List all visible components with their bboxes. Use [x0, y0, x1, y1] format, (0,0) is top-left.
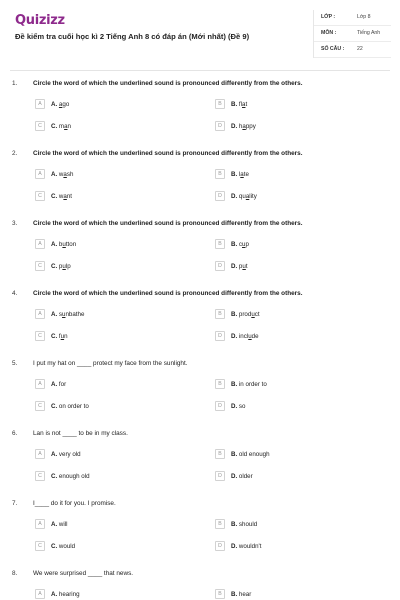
option-prefix: D. [231, 473, 239, 480]
question-text: Circle the word of which the underlined sound is pronounced differently from the others. [33, 150, 303, 157]
option-prefix: C. [51, 123, 59, 130]
option-text [51, 263, 71, 270]
option-word-start: qu [238, 193, 246, 200]
option-word-end: nt [66, 193, 73, 200]
option-prefix: B. [231, 241, 239, 248]
option-word-end: ct [254, 311, 260, 318]
option-prefix: A. [51, 451, 59, 458]
option-word-start: hear [238, 591, 252, 598]
option-prefix: A. [51, 311, 59, 318]
option-prefix: A. [51, 241, 59, 248]
option-text [231, 473, 253, 480]
option-c[interactable] [35, 401, 185, 413]
option-letter-box[interactable]: A [35, 589, 45, 599]
option-letter-box[interactable]: A [35, 309, 45, 319]
option-prefix: B. [231, 101, 239, 108]
option-letter-box[interactable]: B [215, 589, 225, 599]
option-a[interactable] [35, 309, 185, 321]
option-word-start: very old [58, 451, 81, 458]
question-text: We were surprised ____ that news. [33, 570, 134, 577]
option-prefix: C. [51, 193, 59, 200]
option-a[interactable] [35, 379, 185, 391]
meta-value: Lớp 8 [357, 14, 371, 20]
option-underlined-sound: a [240, 171, 244, 178]
option-word-end: p [245, 241, 249, 248]
option-word-start: s [58, 311, 63, 318]
option-text [51, 311, 84, 318]
option-underlined-sound: u [242, 263, 246, 270]
option-word-end: n [64, 333, 68, 340]
option-word-end: de [251, 333, 259, 340]
question-text: Circle the word of which the underlined sound is pronounced differently from the others. [33, 290, 303, 297]
question-text: I____ do it for you. I promise. [33, 500, 116, 507]
option-underlined-sound: a [64, 123, 68, 130]
option-word-start: incl [238, 333, 249, 340]
option-underlined-sound: u [60, 333, 65, 340]
option-underlined-sound: a [58, 101, 63, 108]
option-text [231, 101, 247, 108]
option-letter-box[interactable]: A [35, 239, 45, 249]
option-letter-box[interactable]: C [35, 191, 45, 201]
quizizz-logo[interactable]: Quizizz [15, 13, 65, 28]
question-number: 4. [12, 290, 18, 297]
option-prefix: C. [51, 403, 59, 410]
option-word-start: should [238, 521, 258, 528]
option-word-end: tton [65, 241, 77, 248]
option-a[interactable] [35, 449, 185, 461]
option-word-start: h [238, 123, 243, 130]
option-c[interactable] [35, 331, 185, 343]
option-prefix: B. [231, 171, 239, 178]
option-prefix: B. [231, 381, 239, 388]
option-prefix: C. [51, 473, 59, 480]
option-word-start: f [58, 333, 61, 340]
option-letter-box[interactable]: B [215, 99, 225, 109]
option-prefix: D. [231, 403, 239, 410]
option-d[interactable] [215, 331, 365, 343]
header-divider [10, 70, 390, 71]
option-b[interactable] [215, 239, 365, 251]
question-number: 8. [12, 570, 18, 577]
option-text [231, 333, 259, 340]
option-a[interactable] [35, 99, 185, 111]
option-text [231, 521, 257, 528]
option-c[interactable] [35, 541, 185, 553]
option-text [231, 543, 261, 550]
question-number: 6. [12, 430, 18, 437]
option-word-start: fl [238, 101, 243, 108]
option-d[interactable] [215, 401, 365, 413]
option-text [51, 591, 80, 598]
document-header [0, 0, 400, 70]
option-text [231, 193, 257, 200]
option-text [51, 123, 71, 130]
option-text [51, 451, 81, 458]
question-number: 3. [12, 220, 18, 227]
option-prefix: A. [51, 591, 59, 598]
option-prefix: C. [51, 263, 59, 270]
option-b[interactable] [215, 589, 365, 600]
option-word-end: sh [66, 171, 74, 178]
question-number: 5. [12, 360, 18, 367]
document-title: Đề kiểm tra cuối học kì 2 Tiếng Anh 8 có đáp án (Mới nhất) (Đề 9) [15, 32, 250, 41]
option-c[interactable] [35, 121, 185, 133]
option-prefix: C. [51, 543, 59, 550]
option-word-end: go [62, 101, 70, 108]
option-underlined-sound: u [242, 241, 246, 248]
option-word-start: will [58, 521, 68, 528]
option-letter-box[interactable]: B [215, 239, 225, 249]
option-underlined-sound: u [62, 263, 66, 270]
option-prefix: D. [231, 333, 239, 340]
option-letter-box[interactable]: A [35, 379, 45, 389]
question-text: Lan is not ____ to be in my class. [33, 430, 128, 437]
option-text [231, 451, 270, 458]
option-underlined-sound: a [242, 123, 246, 130]
option-word-start: so [238, 403, 246, 410]
option-prefix: B. [231, 311, 239, 318]
question-number: 7. [12, 500, 18, 507]
option-text [231, 263, 248, 270]
option-underlined-sound: u [62, 311, 66, 318]
option-word-end: n [67, 123, 71, 130]
question-text: Circle the word of which the underlined sound is pronounced differently from the others. [33, 220, 303, 227]
option-underlined-sound: a [63, 171, 67, 178]
question-3 [0, 220, 400, 290]
option-prefix: D. [231, 543, 239, 550]
question-4 [0, 290, 400, 360]
option-text [51, 101, 69, 108]
option-word-start: l [238, 171, 241, 178]
option-word-start: in order to [238, 381, 267, 388]
option-word-start: c [238, 241, 243, 248]
question-8 [0, 570, 400, 600]
option-prefix: B. [231, 521, 239, 528]
option-letter-box[interactable]: A [35, 99, 45, 109]
option-letter-box[interactable]: D [215, 471, 225, 481]
option-word-end: nbathe [65, 311, 85, 318]
option-a[interactable] [35, 519, 185, 531]
option-word-end: lity [249, 193, 257, 200]
option-word-start: on order to [58, 403, 89, 410]
meta-row-question-count [314, 42, 391, 58]
option-letter-box[interactable]: D [215, 121, 225, 131]
option-b[interactable] [215, 99, 365, 111]
meta-row-grade [314, 10, 391, 26]
meta-value: Tiếng Anh [357, 30, 381, 36]
option-word-start: b [58, 241, 63, 248]
option-prefix: B. [231, 451, 239, 458]
option-letter-box[interactable]: D [215, 541, 225, 551]
option-prefix: B. [231, 591, 239, 598]
option-letter-box[interactable]: B [215, 449, 225, 459]
option-word-start: w [58, 193, 64, 200]
option-word-start: wouldn't [238, 543, 262, 550]
option-c[interactable] [35, 471, 185, 483]
option-prefix: C. [51, 333, 59, 340]
meta-row-subject [314, 26, 391, 42]
option-d[interactable] [215, 191, 365, 203]
option-word-start: old enough [238, 451, 270, 458]
option-text [51, 333, 68, 340]
option-text [51, 241, 76, 248]
meta-label: LỚP : [321, 14, 336, 20]
option-letter-box[interactable]: B [215, 379, 225, 389]
option-text [51, 171, 73, 178]
option-letter-box[interactable]: B [215, 519, 225, 529]
question-number: 1. [12, 80, 18, 87]
option-c[interactable] [35, 261, 185, 273]
option-text [51, 193, 72, 200]
option-text [51, 473, 90, 480]
option-d[interactable] [215, 261, 365, 273]
option-a[interactable] [35, 169, 185, 181]
option-letter-box[interactable]: D [215, 331, 225, 341]
option-d[interactable] [215, 541, 365, 553]
option-text [231, 241, 249, 248]
option-b[interactable] [215, 379, 365, 391]
option-text [231, 403, 245, 410]
option-b[interactable] [215, 449, 365, 461]
option-letter-box[interactable]: C [35, 541, 45, 551]
option-letter-box[interactable]: C [35, 471, 45, 481]
option-word-start: for [58, 381, 67, 388]
option-letter-box[interactable]: D [215, 401, 225, 411]
option-prefix: A. [51, 381, 59, 388]
option-d[interactable] [215, 121, 365, 133]
meta-label: SỐ CÂU : [321, 46, 345, 52]
option-letter-box[interactable]: C [35, 331, 45, 341]
option-text [231, 311, 260, 318]
option-prefix: D. [231, 263, 239, 270]
option-b[interactable] [215, 309, 365, 321]
option-word-end: lp [65, 263, 71, 270]
option-letter-box[interactable]: A [35, 169, 45, 179]
option-text [51, 521, 68, 528]
question-7 [0, 500, 400, 570]
option-word-start: p [238, 263, 243, 270]
option-text [231, 123, 256, 130]
option-letter-box[interactable]: A [35, 519, 45, 529]
option-text [231, 381, 267, 388]
option-underlined-sound: a [245, 193, 250, 200]
question-6 [0, 430, 400, 500]
option-prefix: A. [51, 521, 59, 528]
question-text: I put my hat on ____ protect my face from the sunlight. [33, 360, 188, 367]
option-word-start: enough old [58, 473, 90, 480]
option-b[interactable] [215, 169, 365, 181]
option-letter-box[interactable]: B [215, 309, 225, 319]
question-number: 2. [12, 150, 18, 157]
option-word-end: ppy [245, 123, 256, 130]
option-b[interactable] [215, 519, 365, 531]
option-text [51, 543, 75, 550]
option-text [51, 381, 66, 388]
option-underlined-sound: a [242, 101, 246, 108]
option-word-end: te [243, 171, 249, 178]
option-word-start: m [58, 123, 65, 130]
meta-value: 22 [357, 46, 363, 52]
document-meta-table [313, 10, 391, 58]
option-letter-box[interactable]: C [35, 401, 45, 411]
option-prefix: D. [231, 193, 239, 200]
question-text: Circle the word of which the underlined sound is pronounced differently from the others. [33, 80, 303, 87]
option-a[interactable] [35, 589, 185, 600]
option-text [51, 403, 89, 410]
option-word-end: t [245, 263, 248, 270]
option-letter-box[interactable]: B [215, 169, 225, 179]
option-letter-box[interactable]: D [215, 261, 225, 271]
option-word-start: older [238, 473, 253, 480]
meta-label: MÔN : [321, 30, 337, 36]
option-underlined-sound: u [248, 333, 252, 340]
option-prefix: A. [51, 171, 59, 178]
option-text [231, 591, 251, 598]
option-prefix: A. [51, 101, 59, 108]
question-1 [0, 80, 400, 150]
option-letter-box[interactable]: C [35, 121, 45, 131]
option-word-start: w [58, 171, 64, 178]
option-c[interactable] [35, 191, 185, 203]
option-underlined-sound: u [62, 241, 66, 248]
option-letter-box[interactable]: C [35, 261, 45, 271]
option-prefix: D. [231, 123, 239, 130]
option-underlined-sound: u [251, 311, 255, 318]
option-underlined-sound: a [63, 193, 67, 200]
option-word-end: t [245, 101, 248, 108]
question-5 [0, 360, 400, 430]
option-letter-box[interactable]: A [35, 449, 45, 459]
option-a[interactable] [35, 239, 185, 251]
option-d[interactable] [215, 471, 365, 483]
option-word-start: prod [238, 311, 252, 318]
option-word-start: hearing [58, 591, 80, 598]
option-text [231, 171, 249, 178]
option-letter-box[interactable]: D [215, 191, 225, 201]
option-word-start: p [58, 263, 63, 270]
question-2 [0, 150, 400, 220]
option-word-start: would [58, 543, 76, 550]
